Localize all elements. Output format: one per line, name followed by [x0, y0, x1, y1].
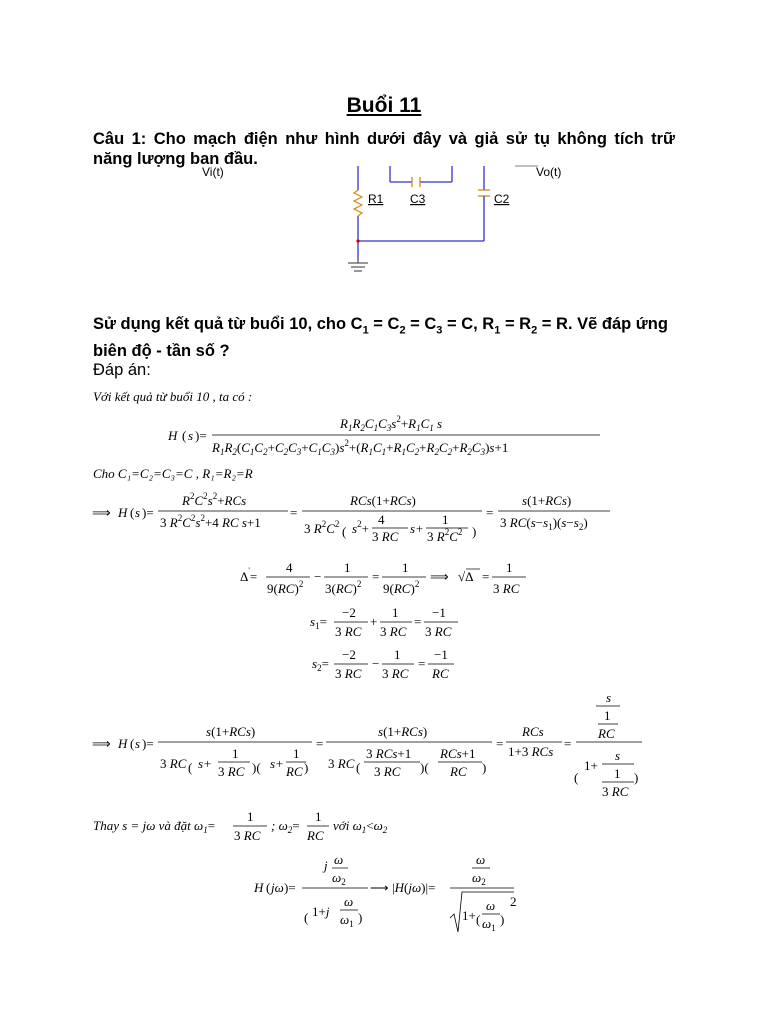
svg-text:R1R2(C1C2+C2C3+C1C3)s2+(R1C1+R: $R_1R_2(C_1C_2+C_2C_3+C_1C_3)s^2+(R_1C_1+R_1C_2+R_2C_2+R_2C_3)s+1$ — [212, 438, 509, 457]
circuit-node — [356, 239, 359, 242]
svg-text:j: j — [324, 858, 328, 873]
svg-text:3 RC: 3 RC — [425, 624, 452, 639]
svg-text:(: ( — [476, 912, 481, 927]
svg-text:=: = — [486, 505, 494, 520]
circuit-wires — [358, 166, 484, 260]
svg-text:(: ( — [130, 736, 135, 751]
svg-text:(: ( — [304, 910, 309, 925]
svg-text:): ) — [358, 910, 363, 925]
svg-text:(: ( — [356, 760, 361, 775]
svg-text:): ) — [472, 524, 477, 539]
svg-text:(: ( — [188, 760, 193, 775]
svg-text:1: 1 — [506, 560, 513, 575]
svg-text:1: 1 — [232, 746, 239, 761]
substitution-note: Cho C₁=C₂=C₃=C , R₁=R₂=R — [93, 466, 253, 481]
svg-text:−: − — [372, 656, 380, 671]
svg-text:3 RC: 3 RC — [335, 666, 362, 681]
svg-text:s: s — [135, 505, 141, 520]
svg-text:9(RC)2: 9(RC)$^2$ — [267, 579, 304, 596]
svg-text:RCs: RCs — [522, 724, 544, 739]
svg-text:RC: RC — [598, 726, 615, 741]
equation-s1 — [308, 602, 468, 642]
svg-text:ω: ω — [334, 852, 344, 867]
svg-text:(: ( — [130, 505, 135, 520]
svg-text:(: ( — [342, 524, 347, 539]
svg-text:1: 1 — [293, 746, 300, 761]
svg-text:s: s — [135, 736, 141, 751]
svg-text:(: ( — [182, 428, 187, 443]
r1-label: R1 — [368, 192, 384, 206]
svg-text:Δ'=: Δ'= — [240, 566, 258, 584]
svg-text:3 RC: 3 RC — [234, 828, 261, 843]
svg-text:3 RC: 3 RC — [335, 624, 362, 639]
svg-text:3 RC: 3 RC — [372, 529, 399, 544]
svg-text:3 R2C2: 3 $R^2C^2$ — [304, 519, 340, 536]
svg-text:H: H — [254, 880, 264, 895]
svg-text:H: H — [118, 505, 128, 520]
svg-text:)=: )= — [284, 880, 296, 895]
svg-text:1: 1 — [344, 560, 351, 575]
svg-text:ω1: $\omega_1$ — [482, 916, 496, 933]
svg-text:H: H — [168, 428, 178, 443]
svg-text:1: 1 — [315, 809, 322, 824]
svg-text:(: ( — [574, 770, 579, 785]
svg-text:RC: RC — [450, 764, 467, 779]
svg-text:)=: )= — [142, 505, 154, 520]
equation-substitution — [93, 808, 423, 848]
svg-text:3 RC: 3 RC — [382, 666, 409, 681]
c2-label: C2 — [494, 192, 510, 206]
svg-text:−1: −1 — [434, 647, 448, 662]
svg-text:s2+: $s^2+$ — [352, 519, 369, 536]
svg-text:(: ( — [266, 880, 271, 895]
svg-text:ω: ω — [486, 898, 496, 913]
svg-text:3 R2C2: 3 $R^2C^2$ — [427, 527, 463, 544]
svg-text:H: H — [118, 736, 128, 751]
svg-text:s(1+RCs): s(1+RCs) — [378, 724, 428, 739]
svg-text:3 RC: 3 RC — [328, 756, 355, 771]
svg-text:RCs+1: RCs+1 — [440, 746, 476, 761]
svg-text:|H(jω)|=: |H(jω)|= — [392, 880, 436, 895]
svg-text:−1: −1 — [432, 605, 446, 620]
svg-text:1: 1 — [392, 605, 399, 620]
page-title: Buổi 11 — [346, 94, 422, 117]
svg-text:3 RC: 3 RC — [380, 624, 407, 639]
svg-text:ω2: $\omega_2$ — [332, 870, 346, 887]
svg-text:s1=: $s_1=$ — [310, 614, 327, 631]
svg-text:s: s — [615, 748, 621, 763]
svg-text:9(RC)2: 9(RC)$^2$ — [383, 579, 420, 596]
svg-text:ω2: $\omega_2$ — [472, 870, 486, 887]
svg-text:√Δ: √Δ — [458, 569, 474, 584]
svg-text:R1R2C1C3s2+R1C1 s: $R_1R_2C_1C_3s^2+R_1C_1$ s — [340, 414, 443, 433]
equation-s2 — [310, 644, 470, 684]
svg-text:⟹: ⟹ — [92, 736, 111, 751]
svg-text:s: s — [606, 690, 612, 705]
svg-text:ω: ω — [476, 852, 486, 867]
svg-text:s: s — [188, 428, 194, 443]
svg-text:R2C2s2+RCs: $R^2C^2s^2+RCs$ — [182, 491, 247, 508]
equation-h-general — [160, 412, 610, 462]
svg-text:): ) — [482, 760, 487, 775]
svg-text:⟹: ⟹ — [92, 505, 111, 520]
svg-text:1+j: 1+j — [312, 904, 330, 919]
svg-text:1: 1 — [614, 766, 621, 781]
svg-text:3 RC: 3 RC — [374, 764, 401, 779]
question-2: Sử dụng kết quả từ buổi 10, cho $C_1 = C_2 = C_3 = C$, $R_1 = R_2 = R$. Vẽ đáp ứng biên độ - tần số ? — [93, 315, 668, 361]
svg-text:2: 2 — [510, 894, 517, 909]
svg-text:): ) — [500, 912, 505, 927]
svg-text:): ) — [304, 760, 309, 775]
svg-text:1+: 1+ — [584, 758, 598, 773]
svg-text:s+: s+ — [410, 521, 424, 536]
svg-text:=: = — [414, 614, 422, 629]
equation-h-substituted — [90, 490, 620, 552]
svg-text:RC: RC — [432, 666, 449, 681]
equation-h-jw — [250, 852, 530, 942]
svg-text:s(1+RCs): s(1+RCs) — [522, 493, 572, 508]
svg-text:3 RC: 3 RC — [218, 764, 245, 779]
svg-text:): ) — [634, 770, 639, 785]
svg-text:RCs(1+RCs): RCs(1+RCs) — [350, 493, 416, 508]
svg-text:3 RC: 3 RC — [493, 581, 520, 596]
capacitor-c2 — [478, 190, 490, 206]
svg-text:1: 1 — [247, 809, 254, 824]
svg-text:+: + — [370, 614, 378, 629]
svg-text:=: = — [564, 736, 572, 751]
svg-text:3(RC)2: 3(RC)$^2$ — [325, 579, 362, 596]
svg-text:s+: s+ — [270, 756, 284, 771]
svg-text:=: = — [316, 736, 324, 751]
svg-text:−: − — [314, 569, 322, 584]
svg-text:s2=: $s_2=$ — [312, 656, 329, 673]
svg-text:)(: )( — [420, 760, 429, 775]
svg-text:Thay s = jω và đặt ω1=: Thay s = jω và đặt $\omega_1=$ — [93, 818, 216, 835]
svg-text:ω: ω — [344, 894, 354, 909]
svg-text:3 RC: 3 RC — [602, 784, 629, 799]
svg-text:3 R2C2s2+4 RC s+1: 3 $R^2C^2s^2+4$ RC s+1 — [160, 513, 261, 530]
svg-text:)=: )= — [195, 428, 207, 443]
intro-note: Với kết quả từ buổi 10 , ta có : — [93, 389, 253, 404]
svg-text:1: 1 — [604, 708, 611, 723]
circuit-diagram — [190, 160, 580, 280]
svg-text:RC: RC — [307, 828, 324, 843]
svg-text:4: 4 — [286, 560, 293, 575]
svg-text:−2: −2 — [342, 647, 356, 662]
resistor-r1 — [354, 190, 362, 216]
svg-text:1+: 1+ — [462, 908, 476, 923]
svg-text:=: = — [418, 656, 426, 671]
svg-text:3 RC: 3 RC — [160, 756, 187, 771]
svg-text:3 RC(s−s1)(s−s2): 3 $RC(s-s_1)(s-s_2)$ — [500, 515, 588, 532]
answer-label: Đáp án: — [93, 361, 151, 379]
svg-text:3 RCs+1: 3 RCs+1 — [366, 746, 412, 761]
output-label: Vo(t) — [536, 165, 562, 179]
svg-text:RC: RC — [286, 764, 303, 779]
svg-text:−2: −2 — [342, 605, 356, 620]
svg-text:=: = — [482, 569, 490, 584]
svg-text:⟹: ⟹ — [430, 569, 449, 584]
svg-text:=: = — [290, 505, 298, 520]
svg-text:với ω1<ω2: với $\omega_1<\omega_2$ — [333, 818, 388, 835]
ground-symbol — [348, 260, 368, 271]
svg-text:=: = — [372, 569, 380, 584]
svg-text:⟶: ⟶ — [370, 880, 389, 895]
svg-text:s(1+RCs): s(1+RCs) — [206, 724, 256, 739]
svg-text:; ω2=: ; $\omega_2=$ — [271, 818, 300, 835]
input-label: Vi(t) — [202, 165, 224, 179]
svg-text:)(: )( — [252, 760, 261, 775]
question-1: Câu 1: Cho mạch điện như hình dưới đây và giả sử tụ không tích trữ năng lượng ban đầu. — [93, 130, 675, 168]
capacitor-c3 — [412, 177, 420, 187]
svg-text:1+3 RCs: 1+3 RCs — [508, 744, 554, 759]
svg-text:jω: jω — [271, 880, 284, 895]
c3-label: C3 — [410, 192, 426, 206]
svg-text:1: 1 — [442, 512, 449, 527]
svg-text:4: 4 — [378, 512, 385, 527]
equation-delta — [236, 556, 536, 600]
equation-h-factored — [90, 690, 650, 805]
svg-text:=: = — [496, 736, 504, 751]
svg-text:)=: )= — [142, 736, 154, 751]
svg-text:ω1: $\omega_1$ — [340, 912, 354, 929]
svg-text:1: 1 — [402, 560, 409, 575]
svg-text:s+: s+ — [198, 756, 212, 771]
svg-text:1: 1 — [394, 647, 401, 662]
